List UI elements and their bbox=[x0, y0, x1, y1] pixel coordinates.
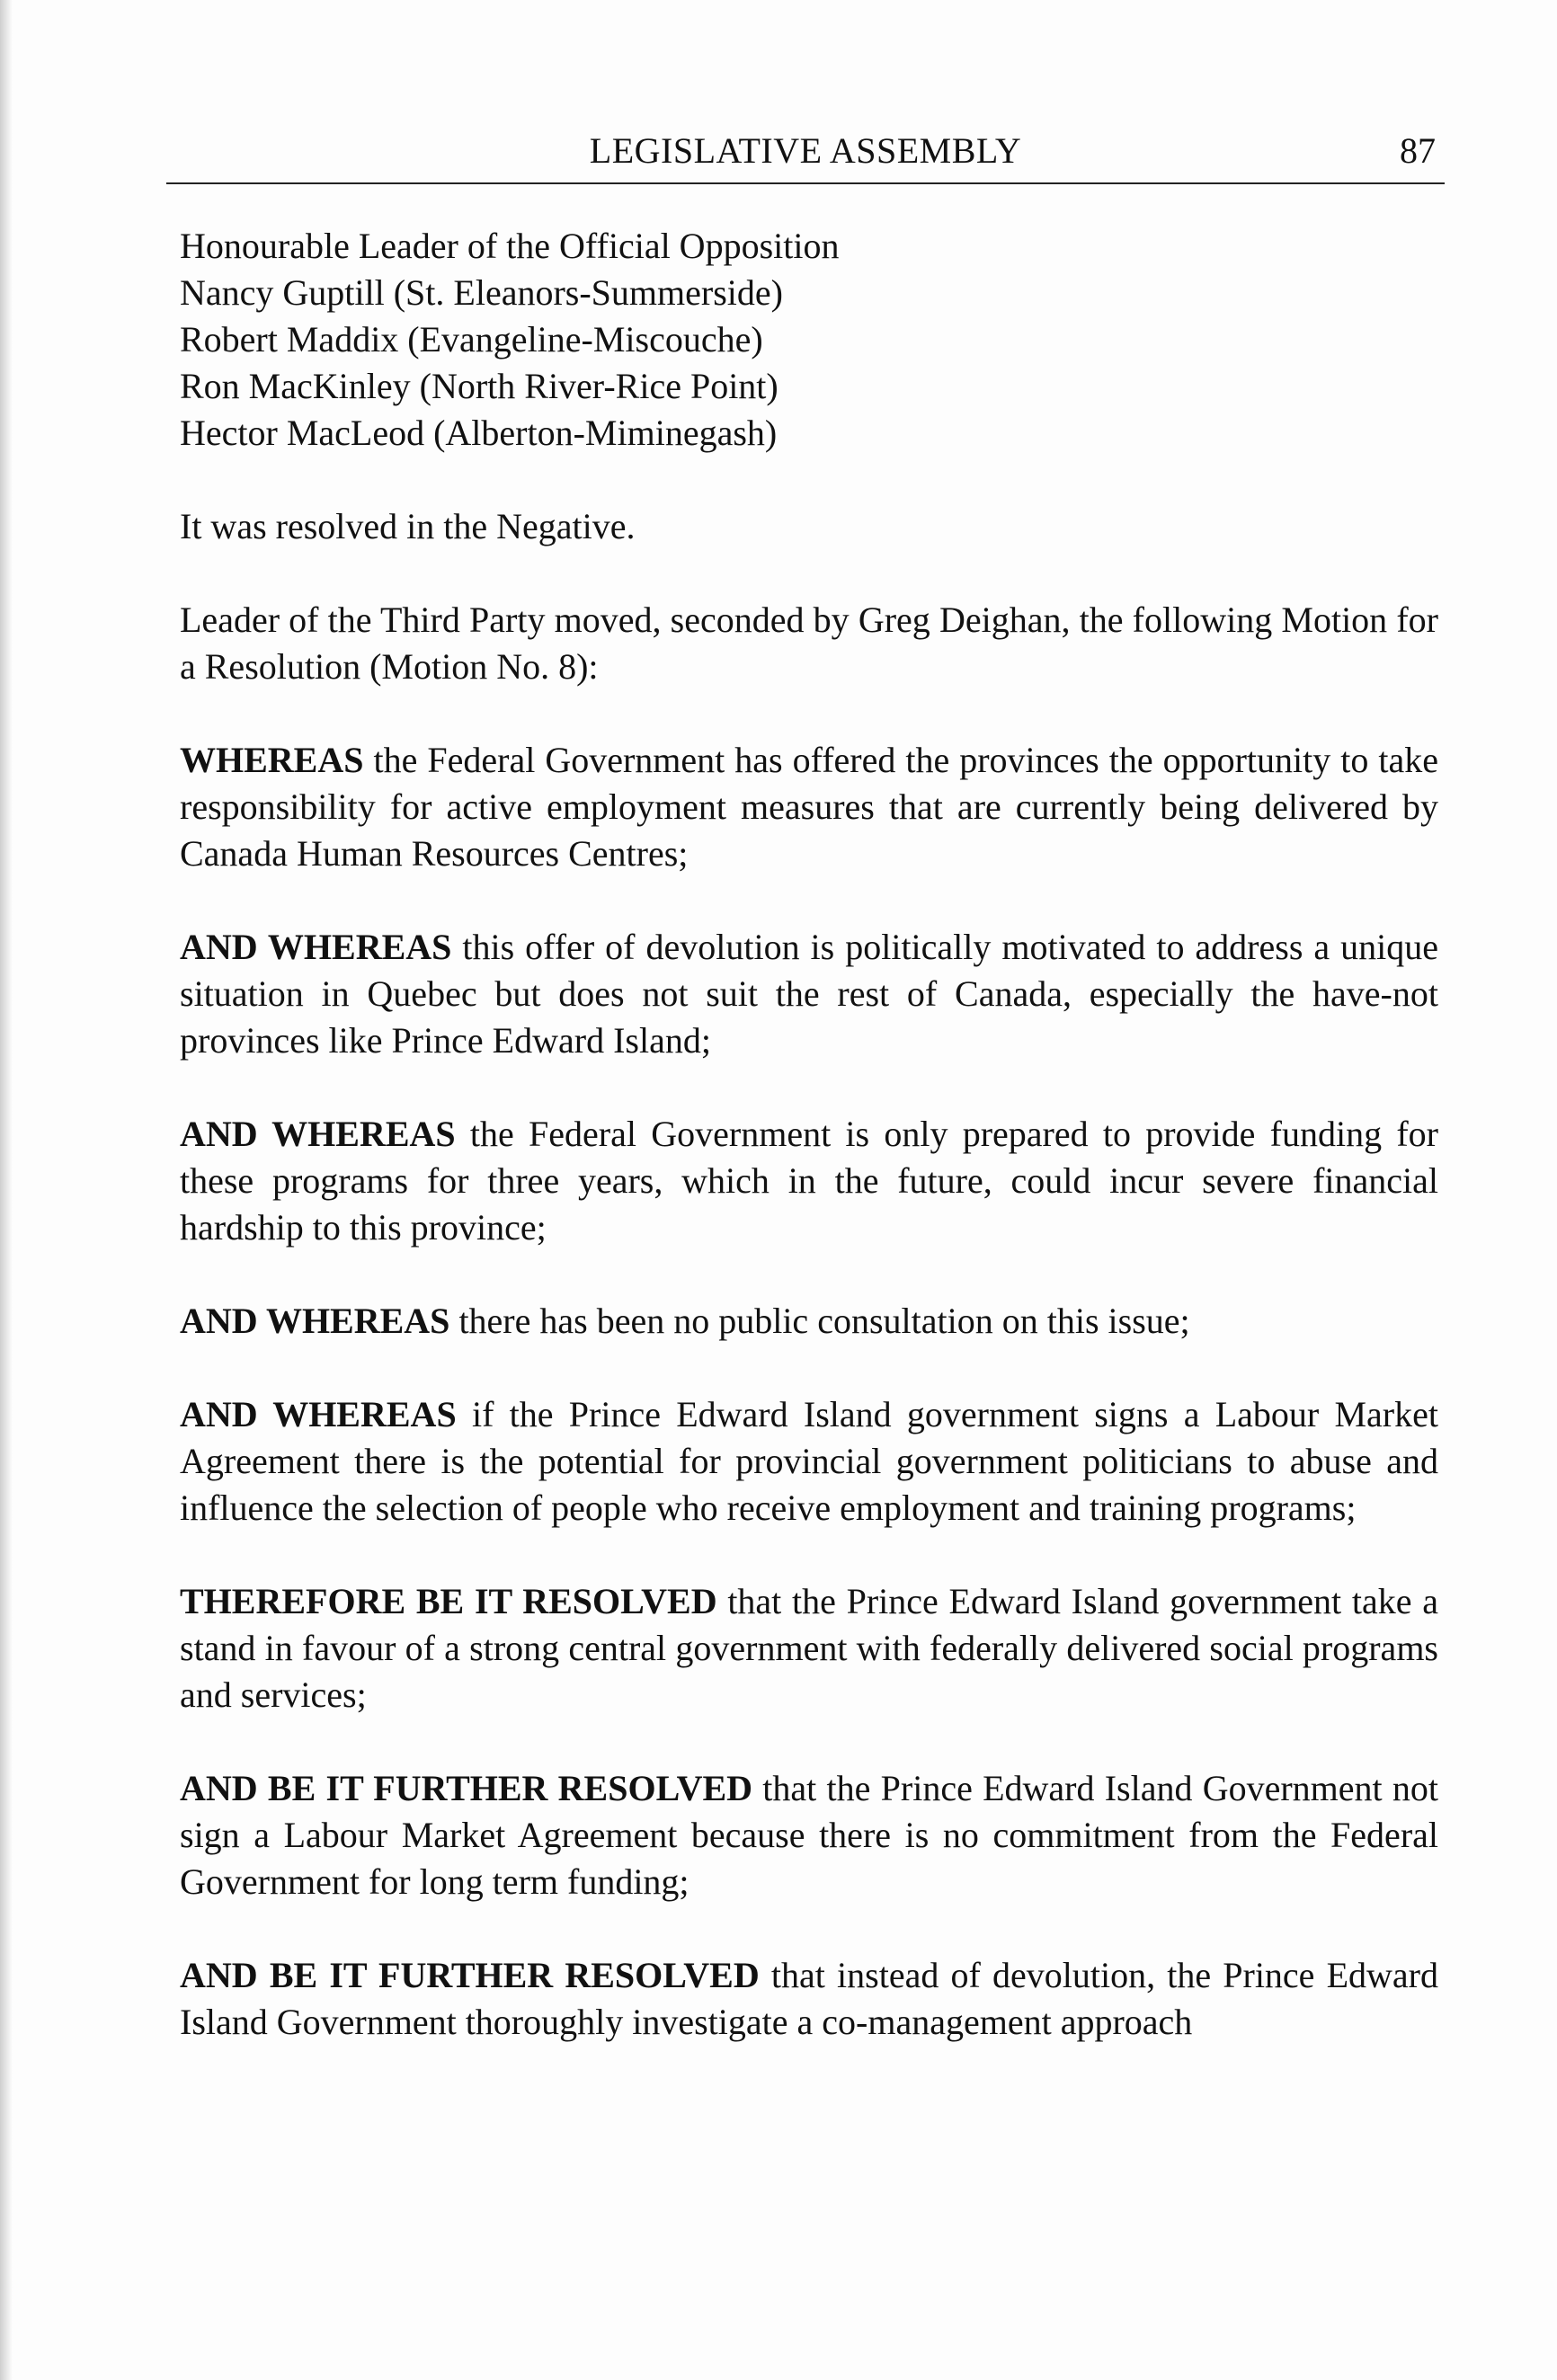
header-rule bbox=[166, 182, 1445, 184]
vote-names-list bbox=[180, 223, 1438, 457]
clause-text: this offer of devolution is politically motivated to address a unique situation in Quebec but does not suit the rest of Canada, especially the have-not provinces like Prince Edward Island; bbox=[180, 927, 1438, 1061]
clause bbox=[180, 1391, 1438, 1532]
clause bbox=[180, 1578, 1438, 1718]
clause-keyword: AND WHEREAS bbox=[180, 1301, 450, 1341]
page-number: 87 bbox=[1400, 130, 1436, 171]
vote-name: Ron MacKinley (North River-Rice Point) bbox=[180, 366, 778, 406]
clause-keyword: AND BE IT FURTHER RESOLVED bbox=[180, 1955, 760, 1995]
motion-intro: Leader of the Third Party moved, seconded by Greg Deighan, the following Motion for a Resolution (Motion No. 8): bbox=[180, 599, 1438, 687]
clause-text: that instead of devolution, the Prince Edward Island Government thoroughly investigate a co-management approach bbox=[180, 1955, 1438, 2042]
clause bbox=[180, 1298, 1438, 1345]
clause-keyword: WHEREAS bbox=[180, 740, 364, 780]
clause bbox=[180, 737, 1438, 877]
vote-name: Honourable Leader of the Official Opposition bbox=[180, 226, 840, 266]
clause-text: that the Prince Edward Island government take a stand in favour of a strong central government with federally delivered social programs and services; bbox=[180, 1581, 1438, 1715]
clause bbox=[180, 1765, 1438, 1905]
clause-keyword: AND WHEREAS bbox=[180, 1114, 456, 1154]
clause-keyword: AND WHEREAS bbox=[180, 1394, 457, 1434]
clause bbox=[180, 924, 1438, 1064]
clause-text: the Federal Government is only prepared to provide funding for these programs for three years, which in the future, could incur severe financial hardship to this province; bbox=[180, 1114, 1438, 1248]
clause-keyword: THEREFORE BE IT RESOLVED bbox=[180, 1581, 717, 1621]
page-header bbox=[166, 126, 1445, 183]
vote-name: Robert Maddix (Evangeline-Miscouche) bbox=[180, 319, 763, 360]
binding-shadow bbox=[0, 0, 13, 2380]
page-content bbox=[180, 223, 1438, 2092]
clause bbox=[180, 1111, 1438, 1251]
vote-name: Nancy Guptill (St. Eleanors-Summerside) bbox=[180, 272, 783, 313]
vote-name: Hector MacLeod (Alberton-Miminegash) bbox=[180, 413, 778, 453]
clause-text: that the Prince Edward Island Government not sign a Labour Market Agreement because there is no commitment from the Federal Government for long term funding; bbox=[180, 1768, 1438, 1902]
vote-result: It was resolved in the Negative. bbox=[180, 506, 636, 546]
clause-text: the Federal Government has offered the provinces the opportunity to take responsibility for active employment measures that are currently being delivered by Canada Human Resources Centres; bbox=[180, 740, 1438, 874]
clause-keyword: AND WHEREAS bbox=[180, 927, 452, 967]
clause-text: there has been no public consultation on this issue; bbox=[449, 1301, 1190, 1341]
clause-text: if the Prince Edward Island government signs a Labour Market Agreement there is the potential for provincial government politicians to abuse and influence the selection of people who receive employment and training programs; bbox=[180, 1394, 1438, 1528]
clause-keyword: AND BE IT FURTHER RESOLVED bbox=[180, 1768, 753, 1808]
clause bbox=[180, 1952, 1438, 2046]
running-head: LEGISLATIVE ASSEMBLY bbox=[589, 130, 1022, 171]
